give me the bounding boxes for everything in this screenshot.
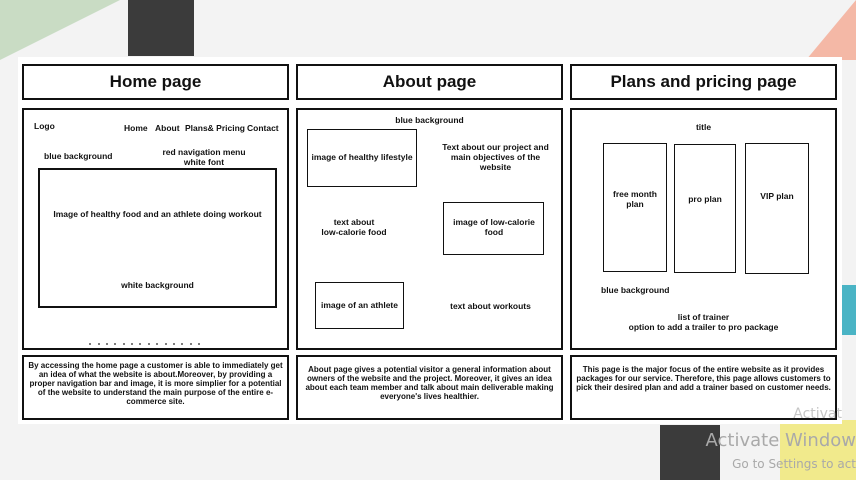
plan-pro-card <box>674 144 736 273</box>
nav-plans-pricing: Plans& Pricing <box>185 123 245 133</box>
img-low-calorie-food <box>443 202 544 255</box>
plans-title-placeholder: title <box>695 122 712 132</box>
carousel-dots <box>86 332 203 350</box>
watermark-activate: Activate Window <box>705 430 856 451</box>
text-low-calorie-food: text about low-calorie food <box>321 217 387 237</box>
about-wireframe <box>296 108 563 350</box>
decor-dark-block-top <box>128 0 194 56</box>
decor-green-triangle <box>0 0 120 60</box>
plans-wireframe <box>570 108 837 350</box>
img-athlete <box>315 282 404 329</box>
trainer-list-note: list of trainer <box>677 312 730 322</box>
plans-description: This page is the major focus of the entire website as it provides packages for our service. Therefore, this page allows customers to pick their desired plan and add a trainer based on customer needs. <box>576 365 831 392</box>
nav-about: About <box>155 123 180 133</box>
plan-vip-label: VIP plan <box>760 191 794 201</box>
home-description-box <box>22 355 289 420</box>
trainer-option-note: option to add a trailer to pro package <box>628 322 779 332</box>
text-workouts: text about workouts <box>450 301 531 311</box>
note-blue-background: blue background <box>44 151 113 161</box>
plan-vip-card <box>745 143 809 274</box>
nav-home: Home <box>124 123 148 133</box>
wireframe-sheet <box>18 57 842 424</box>
note-white-font: white font <box>183 157 225 167</box>
logo: Logo <box>34 121 55 131</box>
plans-bg-note: blue background <box>601 285 670 295</box>
home-page-title: Home page <box>22 64 289 100</box>
home-description: By accessing the home page a customer is able to immediately get an idea of what the website is about.Moreover, by providing a proper navigation bar and image, it is more simplier for a potential of the website to understand the main purpose of the entire e-commerce site. <box>28 361 283 406</box>
img-athlete-label: image of an athlete <box>321 300 398 310</box>
home-wireframe <box>22 108 289 350</box>
img-low-calorie-food-label: image of low-calorie food <box>453 217 535 237</box>
nav-contact: Contact <box>247 123 279 133</box>
plan-free-label: free month plan <box>613 189 657 209</box>
img-healthy-lifestyle <box>307 129 417 187</box>
about-page-title: About page <box>296 64 563 100</box>
home-hero-image <box>38 168 277 308</box>
decor-coral-triangle <box>806 0 856 60</box>
note-red-nav: red navigation menu <box>162 147 246 157</box>
plan-free-card <box>603 143 667 272</box>
img-healthy-lifestyle-label: image of healthy lifestyle <box>311 152 413 162</box>
watermark-partial: Activat <box>793 406 842 422</box>
plans-page-title: Plans and pricing page <box>570 64 837 100</box>
about-bg-note: blue background <box>395 115 464 125</box>
text-project: Text about our project and main objectives of the website <box>442 142 549 172</box>
plan-pro-label: pro plan <box>688 194 722 204</box>
about-description: About page gives a potential visitor a general information about owners of the website and the project. Moreover, it gives an idea about each team member and talk about main deliverable making everyone's lives healthier. <box>305 365 554 401</box>
about-description-box <box>296 355 563 420</box>
hero-background-label: white background <box>121 280 194 290</box>
watermark-settings: Go to Settings to act <box>732 457 856 471</box>
hero-image-label: Image of healthy food and an athlete doing workout <box>53 209 262 219</box>
